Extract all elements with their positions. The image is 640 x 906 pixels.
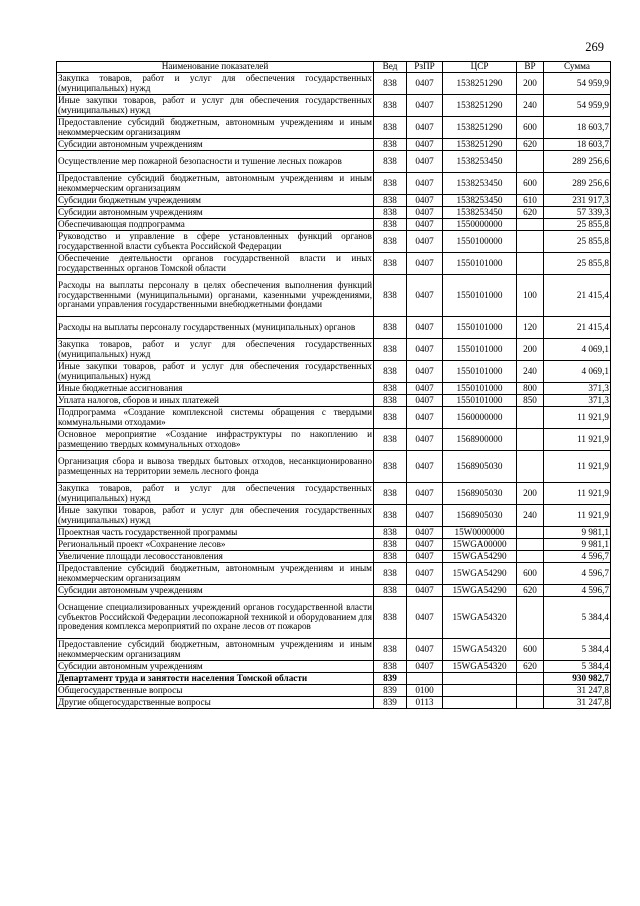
cell-name: Закупка товаров, работ и услуг для обеспечения государственных (муниципальных) нужд [58,338,372,359]
table-row [57,639,611,661]
cell-name: Предоставление субсидий бюджетным, автономным учреждениям и иным некоммерческим организациям [58,562,372,583]
cell-ved: 838 [374,395,407,407]
table-row [57,597,611,639]
table-row [57,117,611,139]
cell-csr: 15WGA54320 [443,661,517,673]
cell-name: Организация сбора и вывоза твердых бытовых отходов, несанкционированно размещенных на территории земель лесного фонда [57,451,374,483]
cell-rzpr: 0407 [407,231,443,253]
cell-sum: 289 256,6 [544,151,611,173]
cell-vr [517,407,544,429]
cell-rzpr: 0407 [407,117,443,139]
cell-rzpr: 0113 [407,697,443,709]
cell-ved: 838 [374,219,407,231]
table-row [57,231,611,253]
cell-csr: 1538253450 [443,195,517,207]
cell-sum: 25 855,8 [544,253,611,275]
cell-csr: 1550101000 [443,317,517,339]
cell-ved: 838 [374,639,407,661]
cell-sum: 11 921,9 [544,429,611,451]
table-row [57,563,611,585]
cell-rzpr: 0407 [407,483,443,505]
cell-csr: 1560000000 [443,407,517,429]
cell-ved: 838 [374,563,407,585]
cell-vr: 850 [517,395,544,407]
cell-rzpr [407,673,443,685]
cell-csr: 1538253450 [443,151,517,173]
cell-csr: 1538251290 [443,117,517,139]
header-vr: ВР [517,62,544,73]
header-ved: Вед [374,62,407,73]
table-row [57,673,611,685]
cell-vr: 200 [517,339,544,361]
cell-rzpr: 0407 [407,383,443,395]
table-row [57,195,611,207]
cell-ved: 839 [374,685,407,697]
cell-rzpr: 0407 [407,151,443,173]
cell-rzpr: 0407 [407,361,443,383]
cell-rzpr: 0407 [407,563,443,585]
cell-sum: 11 921,9 [544,451,611,483]
table-row [57,539,611,551]
table-row [57,173,611,195]
cell-csr: 1538253450 [443,207,517,219]
cell-sum: 930 982,7 [544,673,611,685]
cell-name: Иные закупки товаров, работ и услуг для обеспечения государственных (муниципальных) нужд [58,94,372,115]
cell-vr [517,697,544,709]
cell-ved: 838 [374,339,407,361]
cell-csr: 15WGA54290 [443,585,517,597]
cell-name: Обеспечивающая подпрограмма [57,219,374,231]
cell-name: Проектная часть государственной программы [57,527,374,539]
cell-sum: 54 959,9 [544,73,611,95]
cell-sum: 5 384,4 [544,639,611,661]
table-row [57,585,611,597]
cell-csr [443,697,517,709]
cell-csr: 1538251290 [443,139,517,151]
cell-name: Субсидии бюджетным учреждениям [57,195,374,207]
table-row [57,527,611,539]
cell-ved: 838 [374,231,407,253]
cell-vr [517,685,544,697]
header-rzpr: РзПР [407,62,443,73]
cell-vr: 600 [517,173,544,195]
cell-vr: 800 [517,383,544,395]
cell-vr [517,429,544,451]
cell-vr: 610 [517,195,544,207]
table-header-row [57,62,611,73]
header-sum: Сумма [544,62,611,73]
table-row [57,339,611,361]
cell-csr: 1550101000 [443,395,517,407]
cell-csr [443,685,517,697]
cell-ved: 838 [374,407,407,429]
cell-ved: 838 [374,253,407,275]
cell-name: Уплата налогов, сборов и иных платежей [57,395,374,407]
cell-ved: 838 [374,451,407,483]
table-row [57,73,611,95]
cell-name: Предоставление субсидий бюджетным, автономным учреждениям и иным некоммерческим организациям [58,172,372,193]
cell-sum: 11 921,9 [544,483,611,505]
cell-rzpr: 0407 [407,639,443,661]
cell-name: Расходы на выплаты персоналу государственных (муниципальных) органов [57,317,374,339]
cell-vr: 600 [517,563,544,585]
cell-ved: 838 [374,275,407,317]
cell-csr: 1550101000 [443,361,517,383]
cell-name: Закупка товаров, работ и услуг для обеспечения государственных (муниципальных) нужд [58,72,372,93]
cell-sum: 231 917,3 [544,195,611,207]
cell-csr: 15WGA54320 [443,639,517,661]
cell-rzpr: 0407 [407,597,443,639]
cell-csr: 1538251290 [443,95,517,117]
table-row [57,95,611,117]
header-csr: ЦСР [443,62,517,73]
cell-rzpr: 0100 [407,685,443,697]
cell-name: Субсидии автономным учреждениям [57,207,374,219]
cell-ved: 838 [374,527,407,539]
cell-vr [517,597,544,639]
cell-csr: 15W0000000 [443,527,517,539]
cell-vr [517,539,544,551]
cell-ved: 838 [374,195,407,207]
cell-name: Общегосударственные вопросы [57,685,374,697]
cell-vr [517,231,544,253]
cell-rzpr: 0407 [407,219,443,231]
cell-sum: 21 415,4 [544,317,611,339]
cell-sum: 11 921,9 [544,407,611,429]
cell-rzpr: 0407 [407,505,443,527]
table-row [57,505,611,527]
cell-vr [517,673,544,685]
cell-name: Оснащение специализированных учреждений органов государственной власти субъектов Российской Федерации лесопожарной техникой и оборудованием для проведения комплекса мероприятий по охране лесов от пожаров [57,597,374,639]
cell-csr: 1550101000 [443,253,517,275]
cell-sum: 31 247,8 [544,685,611,697]
table-row [57,219,611,231]
cell-rzpr: 0407 [407,585,443,597]
cell-sum: 5 384,4 [544,661,611,673]
cell-csr: 1568905030 [443,451,517,483]
cell-ved: 838 [374,117,407,139]
cell-sum: 289 256,6 [544,173,611,195]
cell-vr: 620 [517,139,544,151]
cell-csr: 1550101000 [443,383,517,395]
cell-rzpr: 0407 [407,275,443,317]
table-row [57,685,611,697]
cell-sum: 31 247,8 [544,697,611,709]
cell-rzpr: 0407 [407,173,443,195]
cell-name: Субсидии автономным учреждениям [57,661,374,673]
cell-vr [517,527,544,539]
cell-ved: 838 [374,597,407,639]
cell-vr: 600 [517,639,544,661]
cell-csr: 1550101000 [443,275,517,317]
cell-rzpr: 0407 [407,539,443,551]
header-name: Наименование показателей [57,62,374,73]
cell-rzpr: 0407 [407,195,443,207]
cell-vr: 100 [517,275,544,317]
table-row [57,361,611,383]
cell-ved: 838 [374,361,407,383]
cell-vr: 620 [517,661,544,673]
cell-sum: 371,3 [544,395,611,407]
cell-rzpr: 0407 [407,95,443,117]
cell-ved: 838 [374,661,407,673]
cell-ved: 838 [374,139,407,151]
cell-ved: 838 [374,429,407,451]
cell-rzpr: 0407 [407,317,443,339]
cell-name: Иные закупки товаров, работ и услуг для обеспечения государственных (муниципальных) нужд [58,360,372,381]
cell-vr [517,253,544,275]
cell-name: Увеличение площади лесовосстановления [57,551,374,563]
cell-sum: 4 596,7 [544,551,611,563]
cell-csr: 1568905030 [443,483,517,505]
cell-vr: 200 [517,483,544,505]
cell-sum: 25 855,8 [544,231,611,253]
cell-vr: 120 [517,317,544,339]
cell-sum: 4 596,7 [544,585,611,597]
table-row [57,207,611,219]
table-row [57,697,611,709]
cell-csr: 1550000000 [443,219,517,231]
cell-name: Другие общегосударственные вопросы [57,697,374,709]
cell-ved: 838 [374,551,407,563]
table-row [57,551,611,563]
table-row [57,407,611,429]
table-row [57,317,611,339]
cell-ved: 838 [374,207,407,219]
cell-vr: 200 [517,73,544,95]
cell-rzpr: 0407 [407,139,443,151]
page-number: 269 [585,40,604,54]
cell-sum: 18 603,7 [544,139,611,151]
table-row [57,483,611,505]
cell-name: Департамент труда и занятости населения Томской области [57,673,374,685]
cell-csr: 1538251290 [443,73,517,95]
cell-ved: 838 [374,73,407,95]
cell-csr: 1538253450 [443,173,517,195]
table-row [57,429,611,451]
cell-sum: 5 384,4 [544,597,611,639]
cell-rzpr: 0407 [407,451,443,483]
table-row [57,253,611,275]
cell-csr [443,673,517,685]
cell-rzpr: 0407 [407,551,443,563]
cell-name: Иные бюджетные ассигнования [57,383,374,395]
cell-csr: 15WGA00000 [443,539,517,551]
cell-rzpr: 0407 [407,527,443,539]
cell-csr: 1550100000 [443,231,517,253]
cell-csr: 15WGA54290 [443,551,517,563]
cell-vr [517,451,544,483]
cell-name: Предоставление субсидий бюджетным, автономным учреждениям и иным некоммерческим организациям [58,116,372,137]
cell-ved: 838 [374,505,407,527]
cell-ved: 838 [374,483,407,505]
table-row [57,451,611,483]
cell-rzpr: 0407 [407,339,443,361]
cell-vr: 620 [517,207,544,219]
budget-table [56,61,611,709]
table-row [57,383,611,395]
cell-name: Руководство и управление в сфере установленных функций органов государственной власти субъекта Российской Федерации [58,230,372,251]
cell-ved: 839 [374,673,407,685]
cell-vr: 240 [517,95,544,117]
cell-csr: 15WGA54290 [443,563,517,585]
cell-sum: 57 339,3 [544,207,611,219]
cell-rzpr: 0407 [407,429,443,451]
cell-ved: 838 [374,151,407,173]
table-row [57,661,611,673]
cell-name: Иные закупки товаров, работ и услуг для обеспечения государственных (муниципальных) нужд [58,504,372,525]
cell-sum: 21 415,4 [544,275,611,317]
table-row [57,275,611,317]
cell-ved: 839 [374,697,407,709]
cell-name: Основное мероприятие «Создание инфраструктуры по накоплению и размещению твердых коммунальных отходов» [58,428,372,449]
cell-sum: 4 069,1 [544,361,611,383]
cell-csr: 1550101000 [443,339,517,361]
cell-sum: 18 603,7 [544,117,611,139]
cell-sum: 4 069,1 [544,339,611,361]
cell-ved: 838 [374,585,407,597]
cell-sum: 4 596,7 [544,563,611,585]
cell-vr [517,151,544,173]
cell-name: Закупка товаров, работ и услуг для обеспечения государственных (муниципальных) нужд [58,482,372,503]
cell-ved: 838 [374,539,407,551]
cell-rzpr: 0407 [407,661,443,673]
cell-name: Подпрограмма «Создание комплексной системы обращения с твердыми коммунальными отходами» [58,406,372,427]
cell-sum: 11 921,9 [544,505,611,527]
cell-vr [517,219,544,231]
table-row [57,395,611,407]
cell-ved: 838 [374,383,407,395]
cell-rzpr: 0407 [407,407,443,429]
cell-vr: 600 [517,117,544,139]
cell-sum: 371,3 [544,383,611,395]
cell-ved: 838 [374,317,407,339]
cell-vr [517,551,544,563]
cell-sum: 9 981,1 [544,539,611,551]
cell-csr: 1568900000 [443,429,517,451]
cell-name: Обеспечение деятельности органов государственной власти и иных государственных органов Томской области [58,252,372,273]
cell-ved: 838 [374,95,407,117]
cell-name: Субсидии автономным учреждениям [57,139,374,151]
table-row [57,139,611,151]
cell-vr: 240 [517,505,544,527]
cell-vr: 240 [517,361,544,383]
cell-name: Расходы на выплаты персоналу в целях обеспечения выполнения функций государственными (муниципальными) органами, казенными учреждениями, органами управления государственными внебюджетными фондами [57,275,374,317]
cell-rzpr: 0407 [407,395,443,407]
cell-name: Осуществление мер пожарной безопасности и тушение лесных пожаров [57,151,374,173]
cell-rzpr: 0407 [407,253,443,275]
cell-csr: 1568905030 [443,505,517,527]
cell-name: Предоставление субсидий бюджетным, автономным учреждениям и иным некоммерческим организациям [58,638,372,659]
cell-vr: 620 [517,585,544,597]
cell-rzpr: 0407 [407,73,443,95]
cell-sum: 25 855,8 [544,219,611,231]
cell-sum: 54 959,9 [544,95,611,117]
cell-csr: 15WGA54320 [443,597,517,639]
cell-sum: 9 981,1 [544,527,611,539]
table-row [57,151,611,173]
cell-rzpr: 0407 [407,207,443,219]
cell-name: Субсидии автономным учреждениям [57,585,374,597]
cell-ved: 838 [374,173,407,195]
cell-name: Региональный проект «Сохранение лесов» [57,539,374,551]
table-body [57,73,611,709]
